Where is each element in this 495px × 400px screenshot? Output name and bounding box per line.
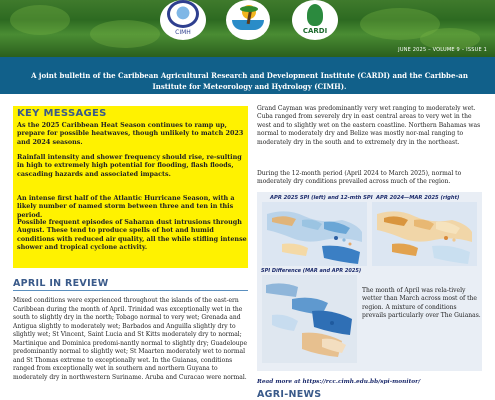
spi-map-12-month bbox=[372, 202, 477, 266]
cimh-logo-label: CIMH bbox=[175, 29, 191, 36]
review-paragraph: During the 12-month period (April 2024 to March 2025), normal to moderately dry conditions prevailed across much of the region. bbox=[257, 170, 462, 186]
review-paragraph: Grand Cayman was predominantly very wet ranging to moderately wet. Cuba ranged from severely dry in east central areas to very wet in the west and to slightly wet on the eastern coastline. Northern Bahamas was normal to moderately dry and Belize was mostly nor-mal ranging to moderately dry in the south and to extremely dry in the northeast. bbox=[257, 105, 481, 146]
april-in-review-text: Mixed conditions were experienced throughout the islands of the east-ern Caribbean during the month of April. Trinidad was exceptionally wet in the south to slightly dry in the north; Tobago normal to very wet; Grenada and Antigua slightly to moderately wet; Barbados and Anguilla slightly dry to slightly wet; St Vincent, Saint Lucia and St Kitts moderately dry to normal; Martinique and Dominica predomi-nantly normal to slightly dry; Guadeloupe predominantly normal to slightly wet; St Maarten moderately wet to normal and St Thomas extreme to exceptionally wet. In the Guianas, conditions ranged from exceptionally wet in southern and northern Guyana to moderately dry in northwestern Suriname. Aruba and Curacao were normal. bbox=[13, 297, 248, 381]
key-message: Possible frequent episodes of Saharan dust intrusions through August. These tend to produce spells of hot and humid conditions with reduced air quality, all the while stifling intense shower and tropical cyclone activity. bbox=[17, 218, 247, 251]
agri-news-heading: AGRI-NEWS bbox=[257, 389, 322, 400]
april-in-review-heading: APRIL IN REVIEW bbox=[13, 278, 248, 291]
globe-icon bbox=[167, 0, 199, 28]
key-messages-box bbox=[13, 106, 248, 268]
key-messages-title: KEY MESSAGES bbox=[17, 108, 107, 119]
bulletin-banner bbox=[0, 57, 495, 94]
key-message: An intense first half of the Atlantic Hurricane Season, with a likely number of named storm between three and ten in this period. bbox=[17, 194, 235, 219]
foliage-decoration bbox=[10, 5, 70, 35]
spi-map-title: APR 2025 SPI (left) and 12-mth SPI bbox=[270, 195, 373, 201]
issue-line: JUNE 2025 – VOLUME 9 – ISSUE 1 bbox=[398, 47, 487, 53]
cimh-logo bbox=[160, 0, 206, 40]
leaf-icon bbox=[307, 4, 323, 26]
key-message: Rainfall intensity and shower frequency should rise, re-sulting in high to extremely high potential for flooding, flash floods, cascading hazards and associated impacts. bbox=[17, 153, 242, 178]
spi-monitor-link[interactable]: Read more at https://rcc.cimh.edu.bb/spi-monitor/ bbox=[257, 379, 421, 385]
bulletin-subtitle: A joint bulletin of the Caribbean Agricultural Research and Development Institute (CARDI) and the Caribbe-an Institute for Meteorology and Hydrology (CIMH). bbox=[31, 71, 468, 91]
key-message: As the 2025 Caribbean Heat Season continues to ramp up, prepare for possible heatwaves, though unlikely to match 2023 and 2024 seasons. bbox=[17, 121, 244, 146]
cardi-logo-label: CARDI bbox=[302, 27, 328, 35]
spi-map-title: APR 2024—MAR 2025 (right) bbox=[376, 195, 460, 201]
review-paragraph: The month of April was rela-tively wetter than March across most of the region. A mixture of conditions prevails particularly over The Guianas. bbox=[362, 287, 481, 320]
island-logo bbox=[226, 0, 270, 40]
cardi-logo bbox=[292, 0, 338, 40]
spi-difference-map bbox=[262, 275, 357, 363]
foliage-decoration bbox=[90, 20, 160, 48]
spi-map-april bbox=[262, 202, 367, 266]
spi-difference-title: SPI Difference (MAR and APR 2025) bbox=[261, 268, 362, 274]
header-banner-image bbox=[0, 0, 495, 57]
